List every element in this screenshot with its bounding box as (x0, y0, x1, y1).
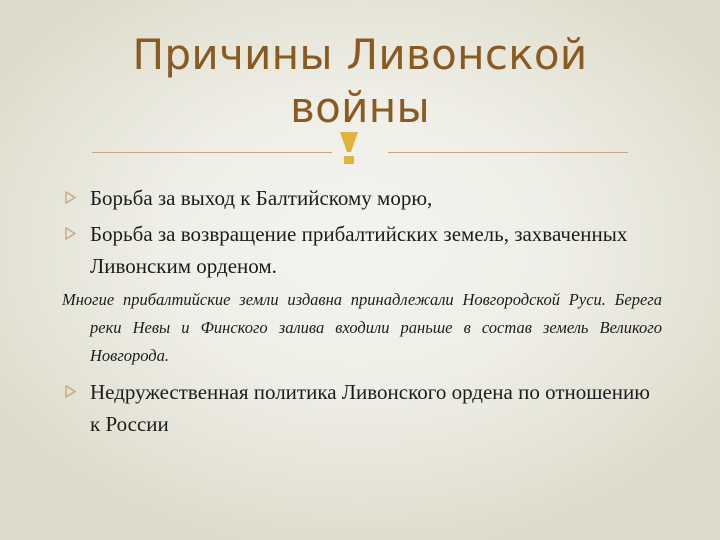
triangle-bullet-icon (65, 191, 76, 204)
slide-title (60, 28, 660, 134)
exclamation-ornament-icon (338, 128, 360, 166)
triangle-bullet-icon (65, 227, 76, 240)
slide-content (62, 182, 662, 444)
bullet-item (62, 182, 662, 214)
note-paragraph: Многие прибалтийские земли издавна принадлежали Новгородской Руси. Берега реки Невы и Финского залива входили раньше в состав земель Великого Новгорода. (62, 290, 662, 365)
bullet-item (62, 376, 662, 440)
bullet-text: Борьба за выход к Балтийскому морю, (90, 186, 433, 210)
triangle-bullet-icon (65, 385, 76, 398)
bullet-item (62, 218, 662, 282)
title-divider-left (92, 152, 332, 153)
bullet-text: Недружественная политика Ливонского ордена по отношению к России (90, 380, 650, 436)
title-divider-right (388, 152, 628, 153)
bullet-text: Борьба за возвращение прибалтийских земель, захваченных Ливонским орденом. (90, 222, 628, 278)
title-line-2: войны (290, 83, 430, 132)
title-line-1: Причины Ливонской (132, 30, 588, 79)
